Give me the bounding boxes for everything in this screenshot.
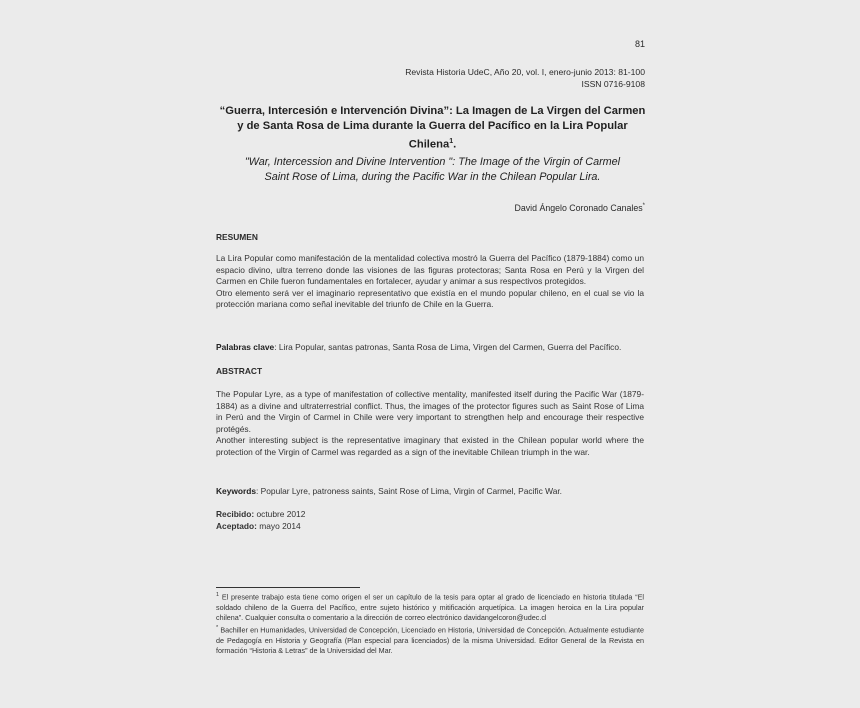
palabras-clave-label: Palabras clave [216, 342, 275, 352]
recibido-label: Recibido: [216, 509, 255, 519]
author-name: David Ángelo Coronado Canales [514, 203, 643, 213]
resumen-body [216, 253, 644, 311]
author-line [420, 203, 645, 213]
footnote-2-mark: * [216, 625, 219, 631]
palabras-clave-text: : Lira Popular, santas patronas, Santa Rosa de Lima, Virgen del Carmen, Guerra del Pacífico. [274, 342, 622, 352]
footnotes [216, 590, 644, 656]
title-es-line-3-text: Chilena [408, 138, 450, 151]
title-en-line-1: "War, Intercession and Divine Intervention ": The Image of the Virgin of Carmel [244, 156, 621, 168]
title-es-period: . [453, 138, 457, 151]
footnote-1-text: El presente trabajo esta tiene como origen el ser un capítulo de la tesis para optar al grado de licenciado en historia titulada “El soldado chileno de la Guerra del Pacífico, entre sujeto histórico y mitificación arquetípica. La imagen heroica en la Lira popular chilena”. Cualquier consulta o comentario a la dirección de correo electrónico davidangelcoron@udec.cl [216, 592, 644, 622]
author-footnote-ref[interactable]: * [642, 203, 645, 210]
keywords [216, 486, 656, 498]
resumen-paragraph-2: Otro elemento será ver el imaginario representativo que existía en el mundo popular chileno, en el cual se vio la protección mariana como señal inevitable del triunfo de Chile en la Guerra. [216, 287, 644, 310]
title-es-line-3 [205, 134, 660, 153]
title-es-line-2: y de Santa Rosa de Lima durante la Guerra del Pacífico en la Lira Popular [237, 120, 628, 132]
dates-block [216, 508, 305, 533]
footnote-1-mark: 1 [216, 592, 220, 598]
abstract-paragraph-2: Another interesting subject is the representative imaginary that existed in the Chilean popular world where the protection of the Virgin of Carmel was regarded as a sign of the inevitable Chilean triumph in the war. [216, 435, 644, 457]
footnote-1 [216, 590, 644, 623]
footnote-separator [216, 587, 360, 588]
palabras-clave [216, 342, 656, 354]
resumen-heading: RESUMEN [216, 232, 258, 242]
abstract-paragraph-1: The Popular Lyre, as a type of manifestation of collective mentality, manifested itself during the Pacific War (1879-1884) as a divine and ultraterrestrial conflict. Thus, the images of the protector figures such as Saint Rose of Lima in Perú and the Virgin of Carmel in Chile were very important to strengthen help and encourage their respective protégés. [216, 389, 644, 434]
abstract-heading: ABSTRACT [216, 366, 263, 376]
journal-header [340, 66, 645, 90]
abstract-body [216, 389, 644, 459]
recibido-value: octubre 2012 [254, 509, 306, 519]
footnote-2 [216, 623, 644, 656]
title-es-line-1: “Guerra, Intercesión e Intervención Divina”: La Imagen de La Virgen del Carmen [219, 105, 646, 117]
page-number: 81 [634, 39, 645, 49]
aceptado-label: Aceptado: [216, 521, 257, 532]
footnote-2-text: Bachiller en Humanidades, Universidad de Concepción, Licenciado en Historia, Universidad de Concepción. Actualmente estudiante de Pedagogía en Historia y Geografía (Plan especial para licenciados) de la misma Universidad. Editor General de la Revista en formación “Historia & Letras” de la Universidad del Mar. [216, 625, 644, 655]
keywords-text: : Popular Lyre, patroness saints, Saint Rose of Lima, Virgin of Carmel, Pacific War. [256, 486, 563, 496]
journal-issn: ISSN 0716-9108 [581, 79, 645, 89]
keywords-label: Keywords [216, 486, 257, 496]
journal-citation: Revista Historia UdeC, Año 20, vol. I, enero-junio 2013: 81-100 [405, 67, 645, 77]
title-en-line-2: Saint Rose of Lima, during the Pacific War in the Chilean Popular Lira. [264, 171, 601, 183]
title-footnote-ref[interactable]: 1 [449, 138, 454, 145]
recibido-line [216, 508, 305, 520]
title-spanish [205, 104, 660, 153]
aceptado-value: mayo 2014 [256, 521, 301, 532]
resumen-paragraph-1: La Lira Popular como manifestación de la mentalidad colectiva mostró la Guerra del Pacífico (1879-1884) como un espacio divino, ultra terreno donde las visiones de las figuras protectoras; Santa Rosa en Perú y la Virgen del Carmen en Chile fueron fundamentales en fortalecer, ayudar y animar a sus respectivos protegidos. [216, 253, 644, 287]
title-english [205, 155, 660, 185]
aceptado-line [216, 520, 305, 532]
